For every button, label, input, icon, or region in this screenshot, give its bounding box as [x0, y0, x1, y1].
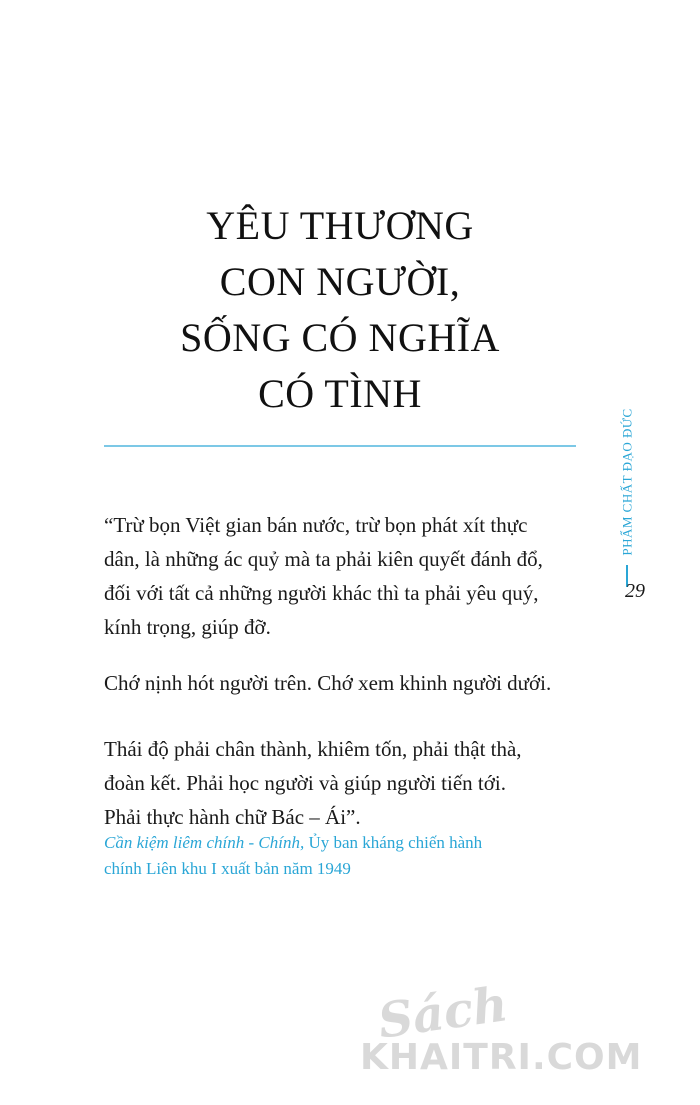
watermark-script: Sách: [374, 976, 512, 1050]
watermark-text: KHAITRI.COM: [360, 1037, 643, 1078]
title-line-4: CÓ TÌNH: [258, 371, 422, 416]
quote-line: đối với tất cả những người khác thì ta phải yêu quý,: [104, 581, 539, 605]
citation-publisher: Ủy ban kháng chiến hành: [304, 833, 483, 852]
quote-line: Chớ nịnh hót người trên. Chớ xem khinh người dưới.: [104, 671, 552, 695]
page-number: 29: [625, 580, 645, 602]
quote-line: đoàn kết. Phải học người và giúp người tiến tới.: [104, 771, 506, 795]
quote-line: Thái độ phải chân thành, khiêm tốn, phải thật thà,: [104, 737, 522, 761]
watermark-logo: [360, 976, 690, 1095]
citation-work-title: Cần kiệm liêm chính - Chính,: [104, 833, 305, 852]
quote-line: Phải thực hành chữ Bác – Ái”.: [104, 805, 361, 829]
title-line-1: YÊU THƯƠNG: [206, 203, 474, 248]
citation-line-1: [104, 830, 584, 856]
section-label-text: PHẨM CHẤT ĐẠO ĐỨC: [620, 408, 635, 556]
quote-line: “Trừ bọn Việt gian bán nước, trừ bọn phát xít thực: [104, 513, 528, 537]
quote-paragraph-3: [104, 732, 594, 834]
quote-paragraph-1: [104, 508, 594, 644]
chapter-title: [100, 198, 580, 422]
title-line-2: CON NGƯỜI,: [219, 259, 461, 304]
quote-line: dân, là những ác quỷ mà ta phải kiên quyết đánh đổ,: [104, 547, 543, 571]
section-label: [615, 392, 641, 572]
quote-citation: [104, 830, 584, 882]
title-divider: [104, 445, 576, 447]
title-line-3: SỐNG CÓ NGHĨA: [180, 315, 500, 360]
quote-line: kính trọng, giúp đỡ.: [104, 615, 271, 639]
quote-paragraph-2: [104, 666, 594, 700]
citation-line-2: chính Liên khu I xuất bản năm 1949: [104, 859, 351, 878]
